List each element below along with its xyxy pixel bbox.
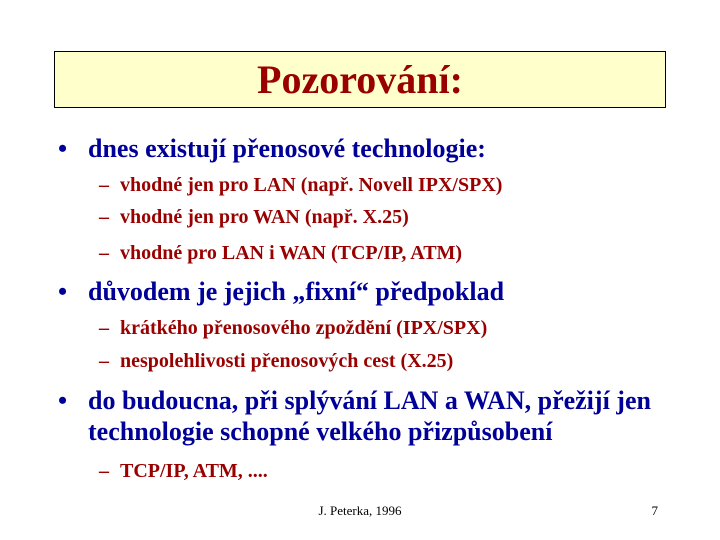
title-box — [54, 51, 666, 108]
sub-item — [99, 316, 487, 340]
page-number: 7 — [651, 503, 658, 518]
sub-marker: – — [99, 174, 109, 196]
sub-text: vhodné pro LAN i WAN (TCP/IP, ATM) — [120, 242, 463, 264]
sub-item — [99, 459, 268, 483]
bullet-item — [58, 276, 668, 307]
sub-item — [99, 349, 453, 373]
sub-item — [99, 241, 462, 265]
sub-item — [99, 205, 409, 229]
bullet-marker: • — [58, 386, 68, 415]
sub-marker: – — [99, 460, 109, 482]
bullet-marker: • — [58, 277, 68, 306]
sub-marker: – — [99, 350, 109, 372]
bullet-item — [58, 133, 668, 164]
sub-text: vhodné jen pro LAN (např. Novell IPX/SPX) — [120, 174, 503, 196]
sub-marker: – — [99, 242, 109, 264]
bullet-text: důvodem je jejich „fixní“ předpoklad — [88, 277, 505, 306]
bullet-text: do budoucna, při splývání LAN a WAN, přežijí jen technologie schopné velkého přizpůsobení — [88, 386, 651, 446]
sub-text: krátkého přenosového zpoždění (IPX/SPX) — [120, 317, 488, 339]
sub-item — [99, 173, 502, 197]
sub-marker: – — [99, 317, 109, 339]
bullet-marker: • — [58, 134, 68, 163]
slide-title: Pozorování: — [257, 56, 463, 102]
sub-text: nespolehlivosti přenosových cest (X.25) — [120, 350, 454, 372]
sub-text: vhodné jen pro WAN (např. X.25) — [120, 206, 409, 228]
bullet-text: dnes existují přenosové technologie: — [88, 134, 486, 163]
sub-text: TCP/IP, ATM, .... — [120, 460, 268, 482]
bullet-item — [58, 385, 668, 447]
sub-marker: – — [99, 206, 109, 228]
footer-author: J. Peterka, 1996 — [318, 503, 402, 518]
